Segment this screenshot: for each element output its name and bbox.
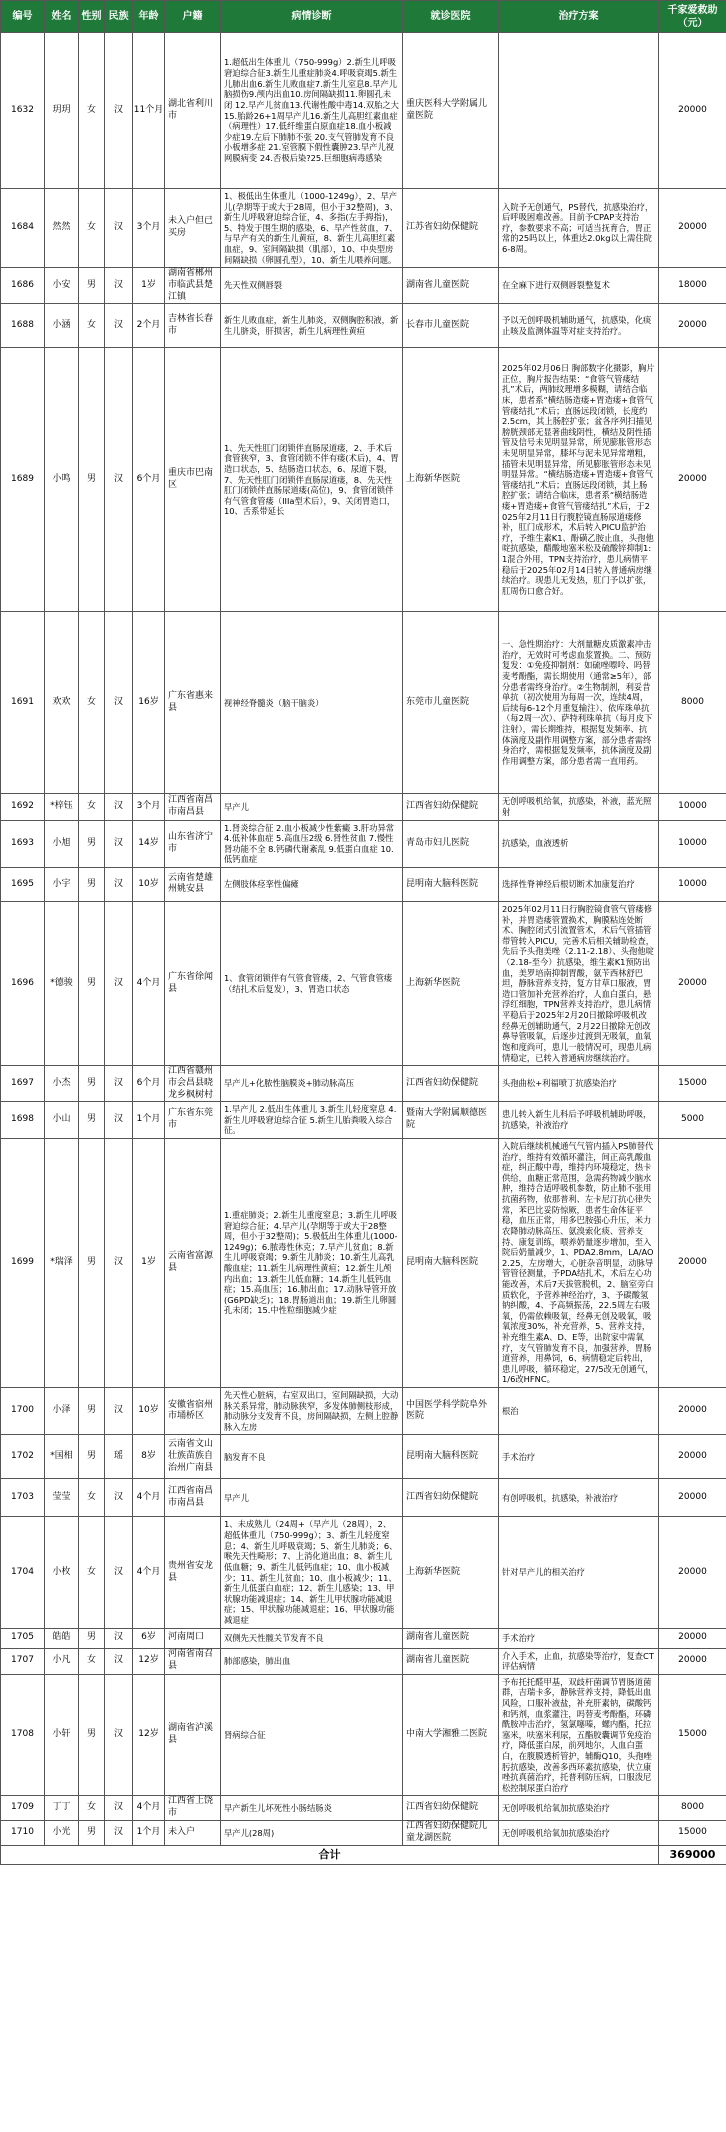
cell-hukou: 安徽省宿州市埇桥区 — [165, 1388, 221, 1435]
cell-hukou: 河南周口 — [165, 1628, 221, 1648]
cell-ethnicity: 汉 — [105, 348, 133, 612]
cell-ethnicity: 汉 — [105, 1820, 133, 1845]
cell-num: 1692 — [1, 794, 45, 820]
cell-plan: 予以无创呼吸机辅助通气，抗感染，化痰止咳及监测体温等对症支持治疗。 — [499, 304, 659, 348]
cell-age: 4个月 — [133, 1517, 165, 1628]
table-row — [1, 33, 726, 189]
cell-num: 1689 — [1, 348, 45, 612]
cell-num: 1702 — [1, 1435, 45, 1479]
cell-amount: 20000 — [659, 1139, 726, 1388]
table-row — [1, 867, 726, 901]
cell-age: 2个月 — [133, 304, 165, 348]
cell-name: 小宇 — [45, 867, 79, 901]
cell-age: 16岁 — [133, 612, 165, 794]
cell-hospital: 湖南省儿童医院 — [403, 1628, 499, 1648]
cell-diagnosis: 先天性双侧唇裂 — [221, 268, 403, 304]
cell-gender: 女 — [79, 33, 105, 189]
cell-hospital: 上海新华医院 — [403, 901, 499, 1065]
cell-gender: 男 — [79, 268, 105, 304]
cell-plan: 根治 — [499, 1388, 659, 1435]
cell-hospital: 湖南省儿童医院 — [403, 268, 499, 304]
table-row — [1, 1066, 726, 1102]
cell-amount: 20000 — [659, 1628, 726, 1648]
cell-hukou: 广东省东莞市 — [165, 1102, 221, 1139]
cell-ethnicity: 汉 — [105, 612, 133, 794]
cell-hukou: 河南省南召县 — [165, 1648, 221, 1674]
cell-ethnicity: 汉 — [105, 1139, 133, 1388]
header-diagnosis: 病情诊断 — [221, 1, 403, 33]
cell-diagnosis: 双侧先天性髋关节发育不良 — [221, 1628, 403, 1648]
table-row — [1, 794, 726, 820]
cell-hukou: 江西省南昌市南昌县 — [165, 1479, 221, 1517]
cell-ethnicity: 汉 — [105, 268, 133, 304]
table-row — [1, 1388, 726, 1435]
cell-hukou: 重庆市巴南区 — [165, 348, 221, 612]
cell-num: 1695 — [1, 867, 45, 901]
total-row — [1, 1845, 726, 1864]
cell-hospital: 江苏省妇幼保健院 — [403, 189, 499, 268]
cell-plan: 入院予无创通气，PS替代，抗感染治疗，后呼吸困难改善。目前予CPAP支持治疗，参数要求不高；可适当抚育合，胃正常的25吗以上，体重达2.0kg以上需住院6-8周。 — [499, 189, 659, 268]
cell-age: 4个月 — [133, 901, 165, 1065]
table-body — [1, 33, 726, 1846]
cell-age: 1岁 — [133, 1139, 165, 1388]
cell-hukou: 吉林省长春市 — [165, 304, 221, 348]
cell-name: 小泽 — [45, 1388, 79, 1435]
table-row — [1, 304, 726, 348]
cell-diagnosis: 1.肾炎综合征 2.血小板减少性紫癜 3.肝功异常 4.低补体血症 5.高血压2级 6.肾性贫血 7.慢性肾功能不全 8.钙磷代谢紊乱 9.低蛋白血症 10.低钙血症 — [221, 820, 403, 867]
cell-hukou: 山东省济宁市 — [165, 820, 221, 867]
cell-name: *梓钰 — [45, 794, 79, 820]
cell-plan: 手术治疗 — [499, 1435, 659, 1479]
cell-gender: 女 — [79, 1796, 105, 1820]
cell-gender: 女 — [79, 1517, 105, 1628]
cell-plan: 2025年02月06日 胸部数字化摄影，胸片正位，胸片报告结果：“食管气管瘘结扎”术后，两肺纹理增多模糊，请结合临床，患者系“横结肠造瘘+胃造瘘+食管气管瘘结扎”术后；直肠远段闭锁，长度约2.5cm，其上肠腔扩张；盆各序列扫描见膀胱颈部无显著曲线阴性，横结及阴性插管及信号未见明显异常，所见膨胀管形态未见明显异常，膝坏与泥未见异常增粗，插管未见明显异常，所见膨胀管形态未见明显异常。“横结肠造瘘+胃造瘘+食管气管瘘结扎”术后；直肠远段闭锁，其上肠腔扩张；请结合临床，患者系“横结肠造瘘+胃造瘘+食管气管瘘结扎”术后，于2025年2月11日行腹腔镜直肠尿道瘘修补，肛门成形术，术后转入PICU监护治疗，予维生素K1、酚磺乙胺止血，头孢他啶抗感染，醋酸地塞米松及硫酸锌抑制1:1混合外用，TPN支持治疗，患儿病情平稳后于2025年02月14日转入普通病房继续治疗。现患儿无发热，肛门予以扩张，肛周伤口愈合好。 — [499, 348, 659, 612]
cell-hukou: 贵州省安龙县 — [165, 1517, 221, 1628]
cell-name: 小轩 — [45, 1674, 79, 1796]
cell-amount: 18000 — [659, 268, 726, 304]
cell-hospital: 江西省妇幼保健院 — [403, 794, 499, 820]
header-hospital: 就诊医院 — [403, 1, 499, 33]
cell-plan: 介入手术，止血，抗感染等治疗，复查CT评估病情 — [499, 1648, 659, 1674]
cell-hospital: 江西省妇幼保健院 — [403, 1479, 499, 1517]
cell-num: 1698 — [1, 1102, 45, 1139]
header-num: 编号 — [1, 1, 45, 33]
cell-plan: 一、急性期治疗：大剂量糖皮质激素冲击治疗，无效时可考虑血浆置换。二、预防复发：①免疫抑制剂：如硫唑嘌呤、吗替麦考酚酯，需长期使用（通常≥5年），部分患者需终身治疗。②生物制剂，利妥昔单抗（初次使用为每周一次，连续4周，后续每6-12个月重复输注）、依库珠单抗（每2周一次）、萨特利珠单抗（每月皮下注射），需长期维持，根据复发频率、抗体滴度及副作用调整方案，部分患者需终身治疗，需根据复发频率，抗体滴度及副作用调整方案，部分患者需一直用药。 — [499, 612, 659, 794]
cell-name: 然然 — [45, 189, 79, 268]
cell-hospital: 昆明南大脑科医院 — [403, 867, 499, 901]
cell-amount: 10000 — [659, 820, 726, 867]
cell-plan: 2025年02月11日行胸腔镜食管气管瘘修补，并胃造瘘管置换术，胸膜粘连处断术、胸腔闭式引流置管术，术后气管插管带管转入PICU，完善术后相关辅助检查，先后予头孢美唑（2.11-2.18）、头孢他啶（2.18-至今）抗感染，维生素K1预防出血，美罗培南抑制胃酸，氨苄西林舒巴坦，静脉营养支持，复方甘草口服液，胃造口管加补充营养治疗，人血白蛋白，悬浮红细胞，TPN营养支持治疗，患儿病情平稳后于2025年2月20日撤除呼吸机改经鼻无创辅助通气，2月22日撤除无创改鼻导管吸氧，后逐步过渡到无吸氧，血氧饱和度尚可，患儿一般情况可，现患儿病情稳定，已转入普通病房继续治疗。 — [499, 901, 659, 1065]
cell-gender: 女 — [79, 794, 105, 820]
cell-hospital: 江西省妇幼保健院儿童龙湖医院 — [403, 1820, 499, 1845]
cell-num: 1709 — [1, 1796, 45, 1820]
cell-hukou: 广东省惠来县 — [165, 612, 221, 794]
cell-gender: 男 — [79, 901, 105, 1065]
cell-plan: 针对早产儿的相关治疗 — [499, 1517, 659, 1628]
cell-amount: 20000 — [659, 1435, 726, 1479]
cell-gender: 男 — [79, 867, 105, 901]
cell-ethnicity: 汉 — [105, 304, 133, 348]
cell-age: 6个月 — [133, 1066, 165, 1102]
cell-plan: 予布托托醛甲基，双歧杆菌调节胃肠道菌群，吉瑞卡多，静脉营养支持，降低出血风险，口服补液盐，补充肝素钠，碳酸钙和钙剂，血浆灌注，吗替麦考酚酯，环磷酰胺冲击治疗，氢氯噻嗪，螺内酯，托拉塞米，呋塞米利尿，五酯胶囊调节免疫治疗，降低蛋白尿，前列地尔，人血白蛋白，在腹膜透析管护，辅酶Q10，头孢唑肟抗感染，改善多西环素抗感染，伏立康唑抗真菌治疗，托普利防压病，口服泼尼松控制尿蛋白治疗 — [499, 1674, 659, 1796]
cell-hospital: 江西省妇幼保健院 — [403, 1066, 499, 1102]
cell-num: 1686 — [1, 268, 45, 304]
cell-gender: 男 — [79, 820, 105, 867]
cell-num: 1684 — [1, 189, 45, 268]
cell-amount: 20000 — [659, 901, 726, 1065]
cell-amount: 10000 — [659, 794, 726, 820]
cell-num: 1699 — [1, 1139, 45, 1388]
cell-gender: 男 — [79, 1435, 105, 1479]
cell-amount: 20000 — [659, 189, 726, 268]
table-row — [1, 1796, 726, 1820]
cell-plan: 无创呼吸机给氧加抗感染治疗 — [499, 1796, 659, 1820]
cell-age: 1岁 — [133, 268, 165, 304]
cell-num: 1705 — [1, 1628, 45, 1648]
table-row — [1, 612, 726, 794]
cell-gender: 女 — [79, 1479, 105, 1517]
cell-ethnicity: 汉 — [105, 33, 133, 189]
cell-diagnosis: 先天性心脏病，右室双出口，室间隔缺损，大动脉关系异常，肺动脉狭窄，多发体肺侧枝形成，肺动脉分支发育不良，房间隔缺损，左侧上腔静脉入左房 — [221, 1388, 403, 1435]
table-row — [1, 189, 726, 268]
cell-age: 3个月 — [133, 794, 165, 820]
header-age: 年龄 — [133, 1, 165, 33]
cell-amount: 20000 — [659, 33, 726, 189]
cell-diagnosis: 1、食管闭锁伴有气管食管瘘，2、气管食管瘘（结扎术后复发），3、胃造口状态 — [221, 901, 403, 1065]
cell-num: 1632 — [1, 33, 45, 189]
cell-plan: 患儿转入新生儿科后予呼吸机辅助呼吸，抗感染，补液治疗 — [499, 1102, 659, 1139]
cell-hukou: 未入户 — [165, 1820, 221, 1845]
header-name: 姓名 — [45, 1, 79, 33]
cell-name: 小枚 — [45, 1517, 79, 1628]
cell-num: 1697 — [1, 1066, 45, 1102]
cell-age: 12岁 — [133, 1648, 165, 1674]
cell-ethnicity: 汉 — [105, 1388, 133, 1435]
cell-amount: 20000 — [659, 1648, 726, 1674]
cell-name: 小凡 — [45, 1648, 79, 1674]
cell-plan: 无创呼吸机给氧加抗感染治疗 — [499, 1820, 659, 1845]
table-row — [1, 1648, 726, 1674]
cell-hospital: 重庆医科大学附属儿童医院 — [403, 33, 499, 189]
cell-diagnosis: 早产儿 — [221, 794, 403, 820]
cell-hukou: 湖南省郴州市临武县楚江镇 — [165, 268, 221, 304]
cell-plan: 在全麻下进行双侧唇裂整复术 — [499, 268, 659, 304]
cell-hospital: 昆明南大脑科医院 — [403, 1435, 499, 1479]
table-row — [1, 1820, 726, 1845]
cell-gender: 男 — [79, 1066, 105, 1102]
cell-amount: 20000 — [659, 304, 726, 348]
cell-diagnosis: 1、先天性肛门闭锁伴直肠尿道瘘，2、手术后食管狭窄，3、食管闭锁不伴有瘘(术后)，4、胃造口状态，5、结肠造口状态，6、尿道下裂，7、先天性肛门闭锁伴直肠尿道瘘，8、先天性肛门闭锁伴直肠尿道瘘(高位)，9、食管闭锁伴有气管食管瘘（IIIa型术后），9、关闭胃造口，10、舌系带延长 — [221, 348, 403, 612]
cell-name: 小涵 — [45, 304, 79, 348]
cell-name: 小杰 — [45, 1066, 79, 1102]
cell-hukou: 云南省楚雄州姚安县 — [165, 867, 221, 901]
total-amount: 369000 — [659, 1845, 726, 1864]
cell-age: 10岁 — [133, 867, 165, 901]
header-hukou: 户籍 — [165, 1, 221, 33]
cell-name: *瑞泽 — [45, 1139, 79, 1388]
cell-age: 3个月 — [133, 189, 165, 268]
cell-hospital: 中南大学湘雅二医院 — [403, 1674, 499, 1796]
cell-plan — [499, 33, 659, 189]
cell-age: 6岁 — [133, 1628, 165, 1648]
cell-amount: 8000 — [659, 1796, 726, 1820]
cell-diagnosis: 1.重症肺炎；2.新生儿重度窒息；3.新生儿呼吸窘迫综合征；4.早产儿(孕期等于或大于28整周，但小于32整周)；5.极低出生体重儿(1000-1249g)；6.脓毒性休克；7.早产儿贫血；8.新生儿呼吸衰竭；9.新生儿肺炎；10.新生儿高乳酸血症；11.新生儿病理性黄疸；12.新生儿颅内出血；13.新生儿低血糖；14.新生儿低钙血症；15.高血压；16.肺出血；17.动脉导管开放(G6PD缺乏)；18.胃肠道出血；19.新生儿卵圆孔未闭；15.中性粒细胞减少症 — [221, 1139, 403, 1388]
cell-ethnicity: 瑶 — [105, 1435, 133, 1479]
cell-gender: 女 — [79, 1648, 105, 1674]
table-row — [1, 1479, 726, 1517]
cell-ethnicity: 汉 — [105, 1648, 133, 1674]
cell-age: 4个月 — [133, 1796, 165, 1820]
cell-name: 丁丁 — [45, 1796, 79, 1820]
cell-age: 1个月 — [133, 1102, 165, 1139]
cell-gender: 男 — [79, 1139, 105, 1388]
cell-ethnicity: 汉 — [105, 820, 133, 867]
cell-ethnicity: 汉 — [105, 1674, 133, 1796]
table-row — [1, 1517, 726, 1628]
cell-amount: 20000 — [659, 1479, 726, 1517]
table-row — [1, 901, 726, 1065]
cell-plan: 入院后继续机械通气气管内插入PS肺替代治疗，维持有效循环灌注，间正高乳酸血症，纠正酸中毒，维持内环境稳定，热卡供给，血糖正常范围，急需药物减少脑水肿，维持合适呼吸机参数，防止肺不张用抗菌药物，依那普利、左卡尼汀抗心律失常，苯巴比妥防惊厥，患者生命体征平稳，血压正常，用多巴胺强心升压，米力农降肺动脉高压、氨溴索化痰、营养支持、康复训练，喂养奶量逐步增加，至入院后奶量减少，1、PDA2.8mm，LA/AO 2.25，左房增大，心脏杂音明显，动脉导管管径测量，予PDA结扎术，术后左心功能改善，术后7天拔管脱机，2、脑室旁白质软化，予营养神经治疗，3、予碳酸氢钠纠酸，4、予高频振荡，22.5周左右吸氧，仍需依赖吸氧，经鼻无创及吸氧，吸氧浓度30%，补充营养，5、营养支持，补充维生素A、D、E等，出院家中需氧疗，支气管肺发育不良，加强营养，胃肠道营养，用鼻饲，6、病情稳定后转出，患儿呼吸，循环稳定，27/5改无创通气，1/6改HFNC。 — [499, 1139, 659, 1388]
cell-plan: 手术治疗 — [499, 1628, 659, 1648]
cell-name: 小光 — [45, 1820, 79, 1845]
cell-hospital: 上海新华医院 — [403, 1517, 499, 1628]
cell-num: 1708 — [1, 1674, 45, 1796]
cell-hukou: 云南省富源县 — [165, 1139, 221, 1388]
cell-gender: 男 — [79, 348, 105, 612]
cell-name: 莹莹 — [45, 1479, 79, 1517]
cell-num: 1703 — [1, 1479, 45, 1517]
cell-amount: 15000 — [659, 1066, 726, 1102]
cell-name: 小山 — [45, 1102, 79, 1139]
cell-num: 1710 — [1, 1820, 45, 1845]
cell-hospital: 湖南省儿童医院 — [403, 1648, 499, 1674]
cell-diagnosis: 早产儿 — [221, 1479, 403, 1517]
total-label: 合计 — [1, 1845, 659, 1864]
cell-plan: 抗感染，血液透析 — [499, 820, 659, 867]
cell-name: *国相 — [45, 1435, 79, 1479]
cell-name: 皓皓 — [45, 1628, 79, 1648]
cell-gender: 女 — [79, 304, 105, 348]
cell-num: 1700 — [1, 1388, 45, 1435]
cell-ethnicity: 汉 — [105, 1066, 133, 1102]
cell-num: 1693 — [1, 820, 45, 867]
cell-age: 1个月 — [133, 1820, 165, 1845]
cell-hospital: 中国医学科学院阜外医院 — [403, 1388, 499, 1435]
cell-hospital: 东莞市儿童医院 — [403, 612, 499, 794]
header-gender: 性别 — [79, 1, 105, 33]
cell-age: 6个月 — [133, 348, 165, 612]
cell-diagnosis: 左侧肢体痉挛性偏瘫 — [221, 867, 403, 901]
cell-ethnicity: 汉 — [105, 1628, 133, 1648]
cell-hospital: 青岛市妇儿医院 — [403, 820, 499, 867]
cell-amount: 20000 — [659, 1388, 726, 1435]
cell-num: 1688 — [1, 304, 45, 348]
cell-ethnicity: 汉 — [105, 1102, 133, 1139]
table-row — [1, 348, 726, 612]
cell-diagnosis: 早产新生儿坏死性小肠结肠炎 — [221, 1796, 403, 1820]
cell-num: 1704 — [1, 1517, 45, 1628]
cell-ethnicity: 汉 — [105, 189, 133, 268]
cell-hospital: 上海新华医院 — [403, 348, 499, 612]
cell-age: 8岁 — [133, 1435, 165, 1479]
cell-diagnosis: 新生儿败血症，新生儿肺炎，双侧胸腔积液，新生儿脐炎，肝损害，新生儿病理性黄疸 — [221, 304, 403, 348]
cell-name: 小旭 — [45, 820, 79, 867]
cell-gender: 女 — [79, 612, 105, 794]
cell-ethnicity: 汉 — [105, 794, 133, 820]
cell-name: 玥玥 — [45, 33, 79, 189]
table-row — [1, 1674, 726, 1796]
cell-plan: 头孢曲松+利福喷丁抗感染治疗 — [499, 1066, 659, 1102]
cell-ethnicity: 汉 — [105, 1796, 133, 1820]
cell-amount: 8000 — [659, 612, 726, 794]
cell-hukou: 江西省南昌市南昌县 — [165, 794, 221, 820]
cell-diagnosis: 1.早产儿 2.低出生体重儿 3.新生儿轻度窒息 4.新生儿呼吸窘迫综合征 5.新生儿胎粪吸入综合征。 — [221, 1102, 403, 1139]
cell-amount: 20000 — [659, 348, 726, 612]
cell-hukou: 湖南省泸溪县 — [165, 1674, 221, 1796]
header-amount: 千家爱救助（元） — [659, 1, 726, 33]
cell-num: 1696 — [1, 901, 45, 1065]
cell-ethnicity: 汉 — [105, 1517, 133, 1628]
cell-name: *德骏 — [45, 901, 79, 1065]
cell-ethnicity: 汉 — [105, 1479, 133, 1517]
cell-hospital: 昆明南大脑科医院 — [403, 1139, 499, 1388]
cell-amount: 5000 — [659, 1102, 726, 1139]
cell-gender: 女 — [79, 189, 105, 268]
cell-diagnosis: 早产儿+化脓性脑膜炎+肺动脉高压 — [221, 1066, 403, 1102]
cell-gender: 男 — [79, 1628, 105, 1648]
cell-name: 小安 — [45, 268, 79, 304]
cell-gender: 男 — [79, 1820, 105, 1845]
cell-diagnosis: 肾病综合征 — [221, 1674, 403, 1796]
cell-diagnosis: 视神经脊髓炎（脑干脑炎） — [221, 612, 403, 794]
table-row — [1, 1628, 726, 1648]
cell-diagnosis: 肺部感染，肺出血 — [221, 1648, 403, 1674]
cell-plan: 选择性脊神经后根切断术加康复治疗 — [499, 867, 659, 901]
cell-amount: 15000 — [659, 1674, 726, 1796]
cell-age: 12岁 — [133, 1674, 165, 1796]
cell-diagnosis: 早产儿(28周) — [221, 1820, 403, 1845]
cell-diagnosis: 1、极低出生体重儿（1000-1249g），2、早产儿(孕期等于或大于28周，但小于32整周)，3、新生儿呼吸窘迫综合征，4、多指(左手拇指)，5、特发于围生期的感染，6、早产性贫血，7、与早产有关的新生儿黄疸，8、新生儿高胆红素血症，9、室间隔缺损（肌部），10、中央型房间隔缺损（卵圆孔型），10、新生儿喂养问题。 — [221, 189, 403, 268]
cell-ethnicity: 汉 — [105, 867, 133, 901]
header-row — [1, 1, 726, 33]
cell-hukou: 未入户但已买房 — [165, 189, 221, 268]
table-row — [1, 268, 726, 304]
cell-plan: 有创呼吸机，抗感染，补液治疗 — [499, 1479, 659, 1517]
cell-plan: 无创呼吸机给氧，抗感染，补液，蓝光照射 — [499, 794, 659, 820]
cell-amount: 15000 — [659, 1820, 726, 1845]
cell-hukou: 广东省徐闻县 — [165, 901, 221, 1065]
table-row — [1, 1435, 726, 1479]
cell-amount: 20000 — [659, 1517, 726, 1628]
cell-hospital: 长春市儿童医院 — [403, 304, 499, 348]
cell-diagnosis: 1.超低出生体重儿（750-999g）2.新生儿呼吸窘迫综合征3.新生儿重症肺炎4.呼吸衰竭5.新生儿肺出血6.新生儿败血症7.新生儿室息8.早产儿脑损伤9.颅内出血10.房间隔缺损11.卵圆孔未闭 12.早产儿贫血13.代谢性酸中毒14.双胎之大15.胎龄26+1周早产儿16.新生儿高胆红素血症（病理性）17.低纤维蛋白原血症18.血小板减少症19.左后下肺肺不张 20.支气管肺发育不良小板增多症 21.室管膜下假性囊肿23.早产儿视网膜病变 24.否极后染?25.巨细胞病毒感染 — [221, 33, 403, 189]
cell-amount: 10000 — [659, 867, 726, 901]
cell-hospital: 江西省妇幼保健院 — [403, 1796, 499, 1820]
cell-gender: 男 — [79, 1388, 105, 1435]
cell-hukou: 江西省赣州市会昌县晓龙乡枫树村 — [165, 1066, 221, 1102]
cell-age: 4个月 — [133, 1479, 165, 1517]
cell-name: 小鸣 — [45, 348, 79, 612]
table-row — [1, 1102, 726, 1139]
table-row — [1, 820, 726, 867]
cell-num: 1691 — [1, 612, 45, 794]
cell-hukou: 湖北省利川市 — [165, 33, 221, 189]
cell-num: 1707 — [1, 1648, 45, 1674]
cell-age: 10岁 — [133, 1388, 165, 1435]
table-row — [1, 1139, 726, 1388]
cell-gender: 男 — [79, 1674, 105, 1796]
cell-diagnosis: 脑发育不良 — [221, 1435, 403, 1479]
cell-hukou: 云南省文山壮族苗族自治州广南县 — [165, 1435, 221, 1479]
cell-age: 11个月 — [133, 33, 165, 189]
header-plan: 治疗方案 — [499, 1, 659, 33]
cell-age: 14岁 — [133, 820, 165, 867]
cell-hospital: 暨南大学附属顺德医院 — [403, 1102, 499, 1139]
header-ethnicity: 民族 — [105, 1, 133, 33]
cell-name: 欢欢 — [45, 612, 79, 794]
cell-diagnosis: 1、未成熟儿（24周+（早产儿（28周），2、超低体重儿（750-999g）；3、新生儿轻度窒息；4、新生儿呼吸衰竭；5、新生儿肺炎；6、喉先天性畸形；7、上消化道出血；8、新生儿低血糖；9、新生儿低钙血症；10、血小板减少；11、新生儿贫血；10、血小板减少；11、新生儿低蛋白血症；12、新生儿感染；13、甲状腺功能减退症；14、新生儿甲状腺功能减退症；15、甲状腺功能减退症；16、甲状腺功能减退症 — [221, 1517, 403, 1628]
cell-ethnicity: 汉 — [105, 901, 133, 1065]
cell-gender: 男 — [79, 1102, 105, 1139]
cell-hukou: 江西省上饶市 — [165, 1796, 221, 1820]
